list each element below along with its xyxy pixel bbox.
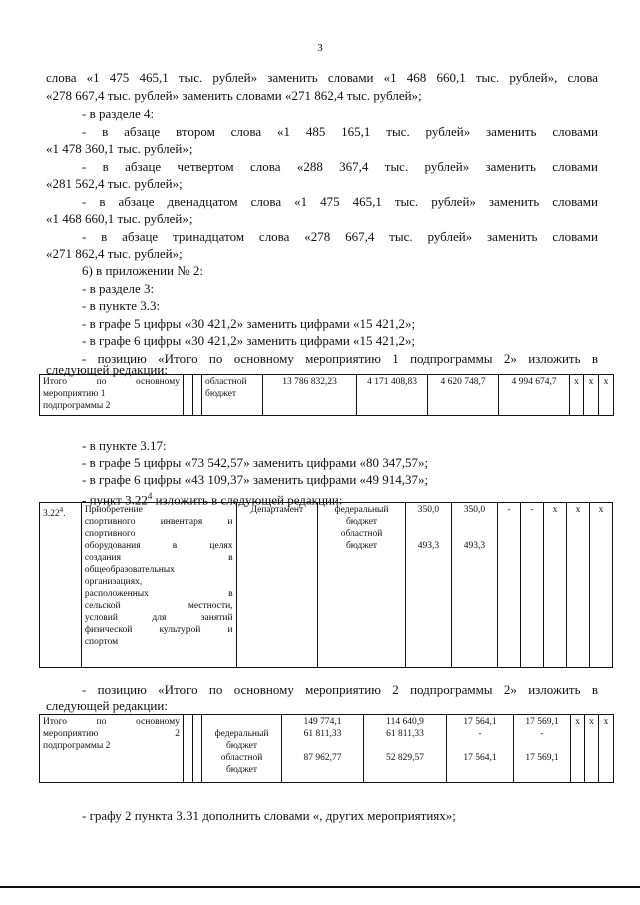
page-number: 3 [317, 42, 323, 54]
table-cell-value: 13 786 832,23 [263, 375, 357, 416]
text-line: - в графе 5 цифры «30 421,2» заменить цифрами «15 421,2»; [82, 316, 416, 331]
text-line: «271 862,4 тыс. рублей»; [46, 246, 183, 261]
table-cell-mark: x [543, 503, 566, 668]
text-line: - в графе 5 цифры «73 542,57» заменить цифрами «80 347,57»; [82, 455, 429, 470]
text-line: - графу 2 пункта 3.31 дополнить словами «, других мероприятиях»; [82, 808, 456, 823]
table-cell-mark: x [584, 375, 599, 416]
table-cell-mark: x [599, 375, 614, 416]
text-line: «281 562,4 тыс. рублей»; [46, 176, 183, 191]
table-cell-value: 4 620 748,7 [428, 375, 499, 416]
table-cell-value: 17 569,1 - 17 569,1 [514, 715, 571, 783]
table-cell-source: областной бюджет [202, 375, 263, 416]
table-cell [184, 715, 193, 783]
table-cell-number: 3.22$^4$. [40, 503, 82, 668]
text-line: - в абзаце четвертом слова «288 367,4 тыс. рублей» заменить словами [82, 159, 598, 174]
table-cell-source: федеральный бюджет областной бюджет [318, 503, 406, 668]
table-cell-source: федеральный бюджет областной бюджет [202, 715, 282, 783]
table-cell-value: 350,0 493,3 [451, 503, 497, 668]
table-total-1 [39, 374, 614, 416]
text-line: следующей редакции: [46, 698, 168, 713]
text-line: - в графе 6 цифры «43 109,37» заменить цифрами «49 914,37»; [82, 472, 429, 487]
text-line: - в разделе 4: [82, 106, 155, 121]
text-line: - в разделе 3: [82, 281, 155, 296]
text-line: - позицию «Итого по основному мероприятию 2 подпрограммы 2» изложить в [82, 682, 598, 697]
text-line: - в абзаце двенадцатом слова «1 475 465,1 тыс. рублей» заменить словами [82, 194, 598, 209]
table-cell [184, 375, 193, 416]
text-line: - в графе 6 цифры «30 421,2» заменить цифрами «15 421,2»; [82, 333, 416, 348]
table-cell [193, 375, 202, 416]
table-cell-mark: x [599, 715, 614, 783]
text-line: - позицию «Итого по основному мероприятию 1 подпрограммы 2» изложить в [82, 351, 598, 366]
text-line: - в абзаце втором слова «1 485 165,1 тыс. рублей» заменить словами [82, 124, 598, 139]
table-cell-mark: x [566, 503, 589, 668]
text-line: «1 478 360,1 тыс. рублей»; [46, 141, 193, 156]
table-cell-dash: - [497, 503, 520, 668]
text-line: - в пункте 3.17: [82, 438, 167, 453]
text-line: - в пункте 3.3: [82, 298, 161, 313]
table-cell-name: Итого по основному мероприятию 1 подпрограммы 2 [40, 375, 184, 416]
table-cell-value: 17 564,1 - 17 564,1 [447, 715, 514, 783]
table-cell [193, 715, 202, 783]
table-cell-value: 149 774,1 61 811,33 87 962,77 [282, 715, 364, 783]
text-line: следующей редакции: [46, 362, 168, 377]
table-cell-executor: Департамент [236, 503, 318, 668]
footer-rule [0, 886, 640, 888]
table-cell-mark: x [589, 503, 612, 668]
table-cell-mark: x [570, 375, 584, 416]
table-cell-value: 4 994 674,7 [499, 375, 570, 416]
table-cell-name: Приобретение спортивного инвентаря и спортивного оборудования в целях создания в общеобразовательных организациях, расположенных в сельской местности, условий для занятий физической культурой и спортом [81, 503, 236, 668]
table-cell-value: 4 171 408,83 [357, 375, 428, 416]
text-line: «278 667,4 тыс. рублей» заменить словами «271 862,4 тыс. рублей»; [46, 88, 422, 103]
table-cell-value: 350,0 493,3 [405, 503, 451, 668]
table-cell-dash: - [520, 503, 543, 668]
text-line: слова «1 475 465,1 тыс. рублей» заменить словами «1 468 660,1 тыс. рублей», слова [46, 70, 598, 85]
text-line: «1 468 660,1 тыс. рублей»; [46, 211, 193, 226]
text-line: - в абзаце тринадцатом слова «278 667,4 тыс. рублей» заменить словами [82, 229, 598, 244]
table-item-3-22 [39, 502, 613, 668]
table-cell-mark: x [585, 715, 599, 783]
text-line: - пункт 3.22$^4$ изложить в следующей редакции: [82, 491, 343, 508]
table-total-2 [39, 714, 614, 783]
table-cell-value: 114 640,9 61 811,33 52 829,57 [364, 715, 447, 783]
text-line: 6) в приложении № 2: [82, 263, 204, 278]
table-cell-name: Итого по основному мероприятию 2 подпрограммы 2 [40, 715, 184, 783]
table-cell-mark: x [571, 715, 585, 783]
